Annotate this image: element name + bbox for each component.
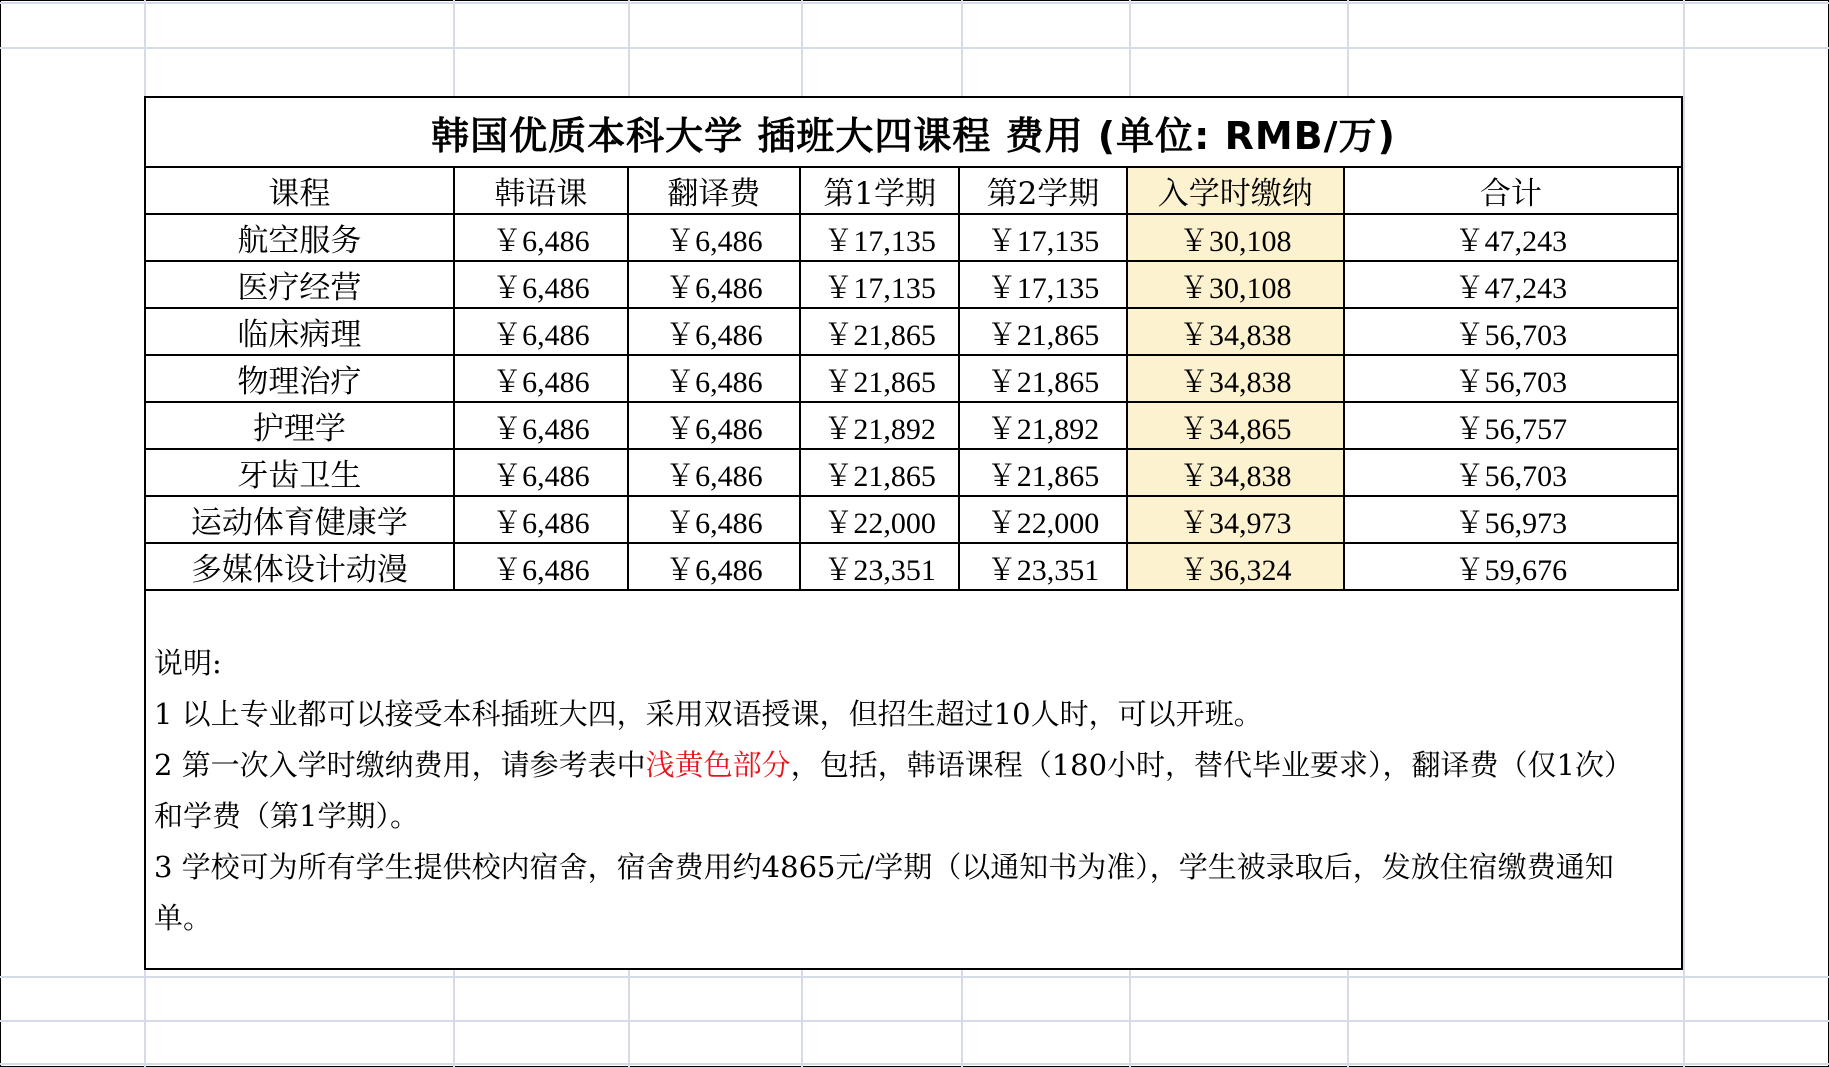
table-row xyxy=(145,449,1678,496)
course-name: 物理治疗 xyxy=(145,355,454,402)
note-item-2-highlight: 浅黄色部分 xyxy=(645,748,791,782)
table-header-row xyxy=(145,167,1678,214)
korean-course-fee: ￥6,486 xyxy=(454,308,628,355)
notes-section xyxy=(154,638,1659,944)
korean-course-fee: ￥6,486 xyxy=(454,496,628,543)
table-title: 韩国优质本科大学 插班大四课程 费用 (单位: RMB/万) xyxy=(146,98,1681,168)
enrollment-payment: ￥36,324 xyxy=(1127,543,1344,590)
semester-1-fee: ￥21,865 xyxy=(800,308,959,355)
semester-1-fee: ￥17,135 xyxy=(800,261,959,308)
total-fee: ￥47,243 xyxy=(1344,214,1678,261)
semester-1-fee: ￥22,000 xyxy=(800,496,959,543)
notes-heading: 说明: xyxy=(154,646,222,680)
semester-1-fee: ￥21,892 xyxy=(800,402,959,449)
table-row xyxy=(145,496,1678,543)
note-item-2-text-start: 2 第一次入学时缴纳费用，请参考表中 xyxy=(154,748,646,782)
note-item-3: 3 学校可为所有学生提供校内宿舍，宿舍费用约4865元/学期（以通知书为准），学生被录取后，发放住宿缴费通知单。 xyxy=(154,850,1614,935)
course-name: 运动体育健康学 xyxy=(145,496,454,543)
enrollment-payment: ￥30,108 xyxy=(1127,214,1344,261)
course-name: 临床病理 xyxy=(145,308,454,355)
translation-fee: ￥6,486 xyxy=(628,214,800,261)
total-fee: ￥47,243 xyxy=(1344,261,1678,308)
total-fee: ￥56,703 xyxy=(1344,449,1678,496)
translation-fee: ￥6,486 xyxy=(628,355,800,402)
table-row xyxy=(145,402,1678,449)
korean-course-fee: ￥6,486 xyxy=(454,402,628,449)
header-semester-2: 第2学期 xyxy=(959,167,1126,214)
semester-1-fee: ￥23,351 xyxy=(800,543,959,590)
fee-table-panel xyxy=(144,96,1683,970)
header-enrollment-payment: 入学时缴纳 xyxy=(1127,167,1344,214)
total-fee: ￥59,676 xyxy=(1344,543,1678,590)
semester-2-fee: ￥17,135 xyxy=(959,261,1126,308)
header-course: 课程 xyxy=(145,167,454,214)
course-name: 护理学 xyxy=(145,402,454,449)
note-item-2-text-end: ，包括，韩语课程（180小时，替代毕业要求），翻译费（仅1次）和学费（第1学期）。 xyxy=(154,748,1633,833)
semester-1-fee: ￥17,135 xyxy=(800,214,959,261)
fee-table xyxy=(144,166,1679,591)
translation-fee: ￥6,486 xyxy=(628,402,800,449)
course-name: 医疗经营 xyxy=(145,261,454,308)
table-row xyxy=(145,543,1678,590)
course-name: 航空服务 xyxy=(145,214,454,261)
semester-2-fee: ￥23,351 xyxy=(959,543,1126,590)
enrollment-payment: ￥34,865 xyxy=(1127,402,1344,449)
korean-course-fee: ￥6,486 xyxy=(454,449,628,496)
total-fee: ￥56,703 xyxy=(1344,355,1678,402)
translation-fee: ￥6,486 xyxy=(628,543,800,590)
total-fee: ￥56,703 xyxy=(1344,308,1678,355)
semester-1-fee: ￥21,865 xyxy=(800,449,959,496)
semester-2-fee: ￥21,865 xyxy=(959,449,1126,496)
total-fee: ￥56,973 xyxy=(1344,496,1678,543)
semester-2-fee: ￥22,000 xyxy=(959,496,1126,543)
enrollment-payment: ￥34,838 xyxy=(1127,355,1344,402)
semester-2-fee: ￥21,865 xyxy=(959,355,1126,402)
semester-2-fee: ￥17,135 xyxy=(959,214,1126,261)
total-fee: ￥56,757 xyxy=(1344,402,1678,449)
table-row xyxy=(145,261,1678,308)
semester-2-fee: ￥21,892 xyxy=(959,402,1126,449)
translation-fee: ￥6,486 xyxy=(628,496,800,543)
enrollment-payment: ￥34,838 xyxy=(1127,308,1344,355)
korean-course-fee: ￥6,486 xyxy=(454,214,628,261)
header-semester-1: 第1学期 xyxy=(800,167,959,214)
note-item-2 xyxy=(154,740,1659,842)
korean-course-fee: ￥6,486 xyxy=(454,355,628,402)
table-row xyxy=(145,355,1678,402)
note-item-1: 1 以上专业都可以接受本科插班大四，采用双语授课，但招生超过10人时，可以开班。 xyxy=(154,697,1263,731)
course-name: 牙齿卫生 xyxy=(145,449,454,496)
course-name: 多媒体设计动漫 xyxy=(145,543,454,590)
korean-course-fee: ￥6,486 xyxy=(454,261,628,308)
header-korean-course: 韩语课 xyxy=(454,167,628,214)
enrollment-payment: ￥34,838 xyxy=(1127,449,1344,496)
korean-course-fee: ￥6,486 xyxy=(454,543,628,590)
enrollment-payment: ￥34,973 xyxy=(1127,496,1344,543)
table-row xyxy=(145,308,1678,355)
translation-fee: ￥6,486 xyxy=(628,308,800,355)
enrollment-payment: ￥30,108 xyxy=(1127,261,1344,308)
translation-fee: ￥6,486 xyxy=(628,261,800,308)
header-translation-fee: 翻译费 xyxy=(628,167,800,214)
header-total: 合计 xyxy=(1344,167,1678,214)
semester-2-fee: ￥21,865 xyxy=(959,308,1126,355)
table-row xyxy=(145,214,1678,261)
semester-1-fee: ￥21,865 xyxy=(800,355,959,402)
translation-fee: ￥6,486 xyxy=(628,449,800,496)
